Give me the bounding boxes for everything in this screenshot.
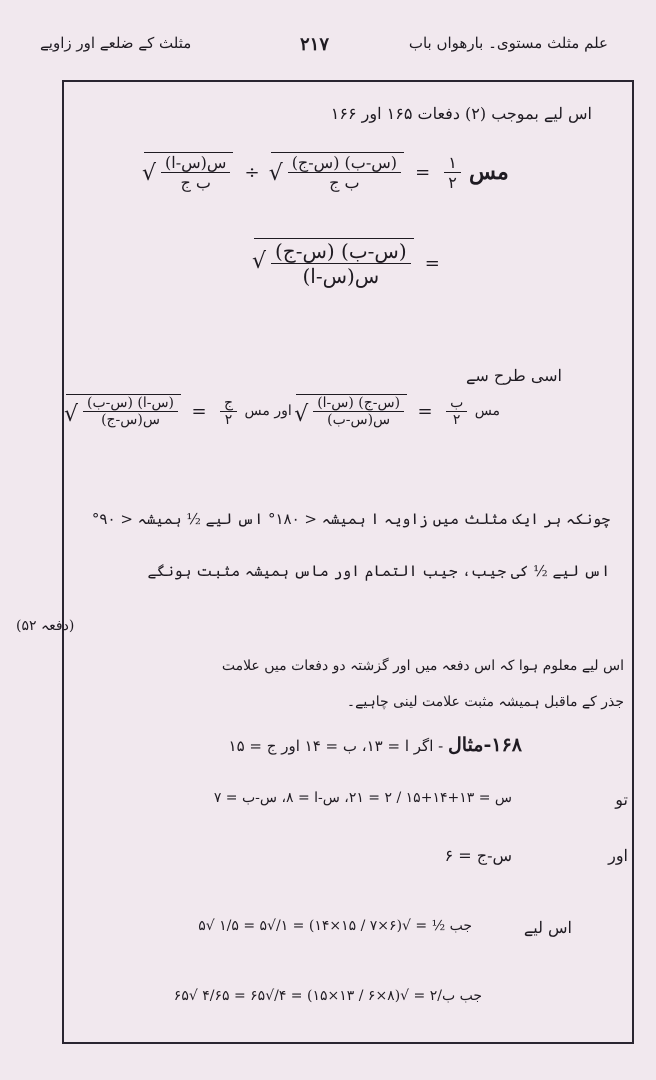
paragraph-2: اس لیے ½ کی جیب، جیب التمام اور ماس ہمیشہ مثبت ہونگے — [147, 562, 610, 580]
equation-2 — [254, 238, 446, 288]
therefore-label: اس لیے — [523, 918, 572, 937]
fraction — [161, 153, 230, 192]
denominator: س(س-ب) — [327, 412, 391, 428]
denominator: ب ج — [180, 173, 211, 192]
numerator: √ (س-ج) (س-ا) — [313, 395, 404, 412]
example-heading — [229, 734, 522, 756]
half-fraction — [444, 153, 461, 192]
denominator: ۲ — [452, 411, 461, 428]
sqrt-term — [296, 394, 407, 428]
divide-sign: ÷ — [244, 161, 260, 183]
running-header-left: مثلث کے ضلعے اور زاویے — [40, 34, 192, 52]
c-half-fraction — [220, 395, 237, 428]
calculation-s: س = ۱۳+۱۴+۱۵ / ۲ = ۲۱، س-ا = ۸، س-ب = ۷ — [213, 790, 512, 806]
running-header-right: علم مثلث مستوی۔ بارھواں باب — [408, 34, 608, 52]
denominator: س(س-ا) — [302, 264, 380, 288]
equals-sign: = — [415, 161, 431, 183]
intro-line: اس لیے بموجب (۲) دفعات ۱۶۵ اور ۱۶۶ — [330, 104, 592, 123]
fraction — [271, 239, 411, 288]
sqrt-term — [144, 152, 233, 192]
equation-4: جب ½ = √(۶×۷ / ۱۵×۱۴) = ۱/√۵ = ۱/۵ √۵ — [198, 918, 472, 934]
denominator: ۲ — [448, 172, 457, 192]
example-text: - اگر ا = ۱۳، ب = ۱۴ اور ج = ۱۵ — [228, 737, 444, 755]
fraction — [83, 395, 178, 428]
sqrt-term — [66, 394, 181, 428]
b-half-fraction — [446, 395, 467, 428]
equals-sign: = — [424, 252, 440, 274]
then-label: تو — [615, 790, 628, 809]
equation-1 — [144, 152, 509, 192]
fraction — [313, 395, 404, 428]
paragraph-3: اس لیے معلوم ہوا کہ اس دفعہ میں اور گزشتہ دو دفعات میں علامت — [221, 658, 624, 674]
function-name: مس — [474, 403, 501, 419]
example-title: ۱۶۸-مثال — [447, 734, 522, 756]
content-frame — [16, 80, 634, 1044]
equation-3 — [66, 394, 500, 428]
connector-text: اور مس — [244, 403, 292, 419]
numerator: √ (س-ا) (س-ب) — [83, 395, 178, 412]
similarly-label: اسی طرح سے — [465, 366, 562, 385]
numerator: ۱ — [444, 153, 461, 173]
sqrt-term — [271, 152, 404, 192]
and-label: اور — [608, 846, 628, 865]
function-name: مس — [468, 159, 509, 185]
numerator: √ س(س-ا) — [161, 153, 230, 173]
numerator: √ (س-ب) (س-ج) — [288, 153, 401, 173]
numerator: √ (س-ب) (س-ج) — [271, 239, 411, 264]
numerator: ب — [446, 395, 467, 412]
sqrt-term — [254, 238, 414, 288]
denominator: ب ج — [329, 173, 360, 192]
denominator: س(س-ج) — [101, 412, 160, 428]
paragraph-1: چونکہ ہر ایک مثلث میں زاویہ ا ہمیشہ < ۱۸۰° اس لیے ½ ہمیشہ < ۹۰° — [91, 510, 610, 528]
fraction — [288, 153, 401, 192]
equals-sign: = — [417, 400, 433, 422]
equation-5: جب ب/۲ = √(۸×۶ / ۱۳×۱۵) = ۴/√۶۵ = ۴/۶۵ √۶۵ — [173, 988, 482, 1004]
numerator: ج — [220, 395, 237, 412]
page-number: ۲۱۷ — [300, 34, 330, 55]
paragraph-4: جذر کے ماقبل ہمیشہ مثبت علامت لینی چاہیے۔ — [346, 694, 624, 710]
equals-sign: = — [191, 400, 207, 422]
calculation-s-c: س-ج = ۶ — [444, 846, 512, 865]
denominator: ۲ — [224, 411, 233, 428]
section-reference: (دفعہ ۵۲) — [16, 618, 75, 634]
